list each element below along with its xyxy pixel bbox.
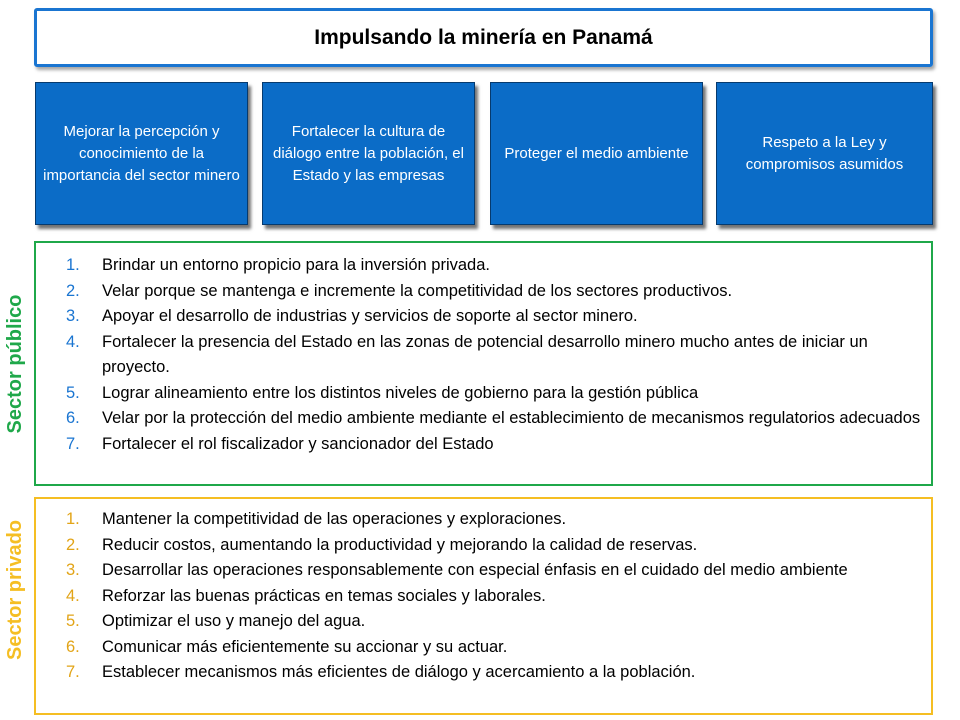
list-item <box>66 406 921 432</box>
item-text: Reducir costos, aumentando la productividad y mejorando la calidad de reservas. <box>102 535 698 554</box>
item-text: Mantener la competitividad de las operaciones y exploraciones. <box>102 510 567 528</box>
list-item <box>66 304 921 330</box>
list-item <box>66 381 921 407</box>
item-text: Fortalecer el rol fiscalizador y sancionador del Estado <box>102 434 494 453</box>
item-text: Establecer mecanismos más eficientes de diálogo y acercamiento a la población. <box>102 663 696 681</box>
list-item <box>66 330 921 381</box>
item-number: 6. <box>66 409 80 427</box>
item-text: Optimizar el uso y manejo del agua. <box>102 612 366 630</box>
list-item <box>66 507 921 533</box>
public-sector-panel <box>34 241 933 486</box>
item-number: 1. <box>66 256 80 274</box>
item-number: 2. <box>66 535 80 554</box>
item-number: 5. <box>66 612 80 630</box>
objective-box-environment: Proteger el medio ambiente <box>490 82 703 225</box>
private-sector-list <box>66 507 921 686</box>
item-text: Velar porque se mantenga e incremente la competitividad de los sectores productivos. <box>102 281 733 300</box>
list-item <box>66 635 921 661</box>
public-sector-label: Sector público <box>4 294 26 434</box>
item-text: Fortalecer la presencia del Estado en las zonas de potencial desarrollo minero mucho antes de iniciar un proyecto. <box>102 332 868 376</box>
item-number: 2. <box>66 281 80 300</box>
item-text: Desarrollar las operaciones responsablemente con especial énfasis en el cuidado del medio ambiente <box>102 561 848 579</box>
item-text: Reforzar las buenas prácticas en temas sociales y laborales. <box>102 586 546 605</box>
item-number: 3. <box>66 561 80 579</box>
list-item <box>66 253 921 279</box>
private-sector-label: Sector privado <box>4 519 26 660</box>
list-item <box>66 660 921 686</box>
list-item <box>66 584 921 610</box>
item-text: Comunicar más eficientemente su accionar y su actuar. <box>102 637 508 656</box>
list-item <box>66 558 921 584</box>
item-number: 4. <box>66 586 80 605</box>
item-number: 7. <box>66 434 80 453</box>
list-item <box>66 279 921 305</box>
list-item <box>66 609 921 635</box>
page-title: Impulsando la minería en Panamá <box>34 8 933 67</box>
item-number: 5. <box>66 383 80 402</box>
item-text: Apoyar el desarrollo de industrias y servicios de soporte al sector minero. <box>102 307 638 325</box>
item-text: Velar por la protección del medio ambiente mediante el establecimiento de mecanismos regulatorios adecuados <box>102 409 921 427</box>
item-text: Lograr alineamiento entre los distintos niveles de gobierno para la gestión pública <box>102 383 699 402</box>
objective-box-dialogue: Fortalecer la cultura de diálogo entre la población, el Estado y las empresas <box>262 82 475 225</box>
objective-box-perception: Mejorar la percepción y conocimiento de la importancia del sector minero <box>35 82 248 225</box>
item-number: 6. <box>66 637 80 656</box>
list-item <box>66 432 921 458</box>
item-number: 4. <box>66 332 80 351</box>
objective-box-law: Respeto a la Ley y compromisos asumidos <box>716 82 933 225</box>
item-number: 7. <box>66 663 80 681</box>
item-number: 1. <box>66 510 80 528</box>
item-number: 3. <box>66 307 80 325</box>
public-sector-list <box>66 253 921 457</box>
private-sector-panel <box>34 497 933 715</box>
item-text: Brindar un entorno propicio para la inversión privada. <box>102 256 490 274</box>
list-item <box>66 533 921 559</box>
